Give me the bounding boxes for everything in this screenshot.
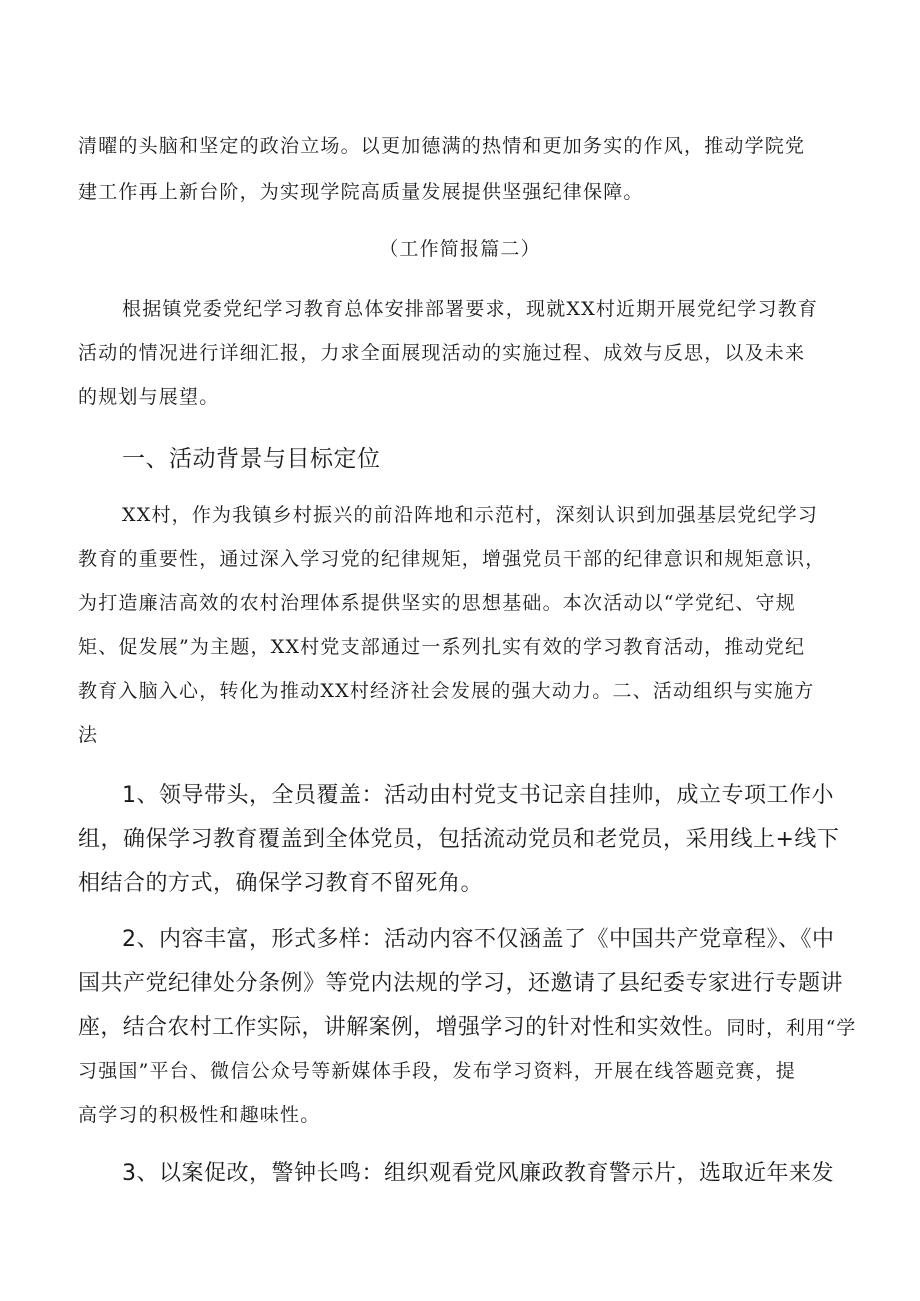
section-title: （工作简报篇二） — [379, 238, 541, 260]
opening-line-1: 根据镇党委党纪学习教育总体安排部署要求，现就XX村近期开展党纪学习教育 — [122, 298, 819, 320]
intro-line-2: 建工作再上新台阶，为实现学院高质量发展提供坚强纪律保障。 — [78, 181, 644, 203]
heading-background: 一、活动背景与目标定位 — [122, 446, 381, 472]
item1-line-1: 1、领导带头，全员覆盖：活动由村党支书记亲自挂帅，成立专项工作小 — [122, 783, 834, 808]
item2-line-4: 习强国”平台、微信公众号等新媒体手段，发布学习资料，开展在线答题竞赛，提 — [78, 1060, 796, 1082]
background-line-2: 教育的重要性，通过深入学习党的纪律规矩，增强党员干部的纪律意识和规矩意识， — [78, 548, 826, 570]
background-line-6: 法 — [78, 724, 99, 746]
item2-line-5: 高学习的积极性和趣味性。 — [78, 1104, 321, 1126]
background-line-1: XX村，作为我镇乡村振兴的前沿阵地和示范村，深刻认识到加强基层党纪学习 — [122, 504, 819, 526]
opening-line-3: 的规划与展望。 — [78, 386, 220, 408]
item2-line-1: 2、内容丰富，形式多样：活动内容不仅涵盖了《中国共产党章程》、《中 — [122, 927, 835, 952]
item2-line-3-sans-part: 座，结合农村工作实际，讲解案例，增强学习的针对性和实效性。 — [78, 1015, 727, 1040]
item1-line-3: 相结合的方式，确保学习教育不留死角。 — [78, 871, 484, 896]
background-line-5: 教育入脑入心，转化为推动XX村经济社会发展的强大动力。二、活动组织与实施方 — [78, 680, 815, 702]
item1-line-2: 组，确保学习教育覆盖到全体党员，包括流动党员和老党员，采用线上+线下 — [78, 827, 840, 852]
item2-line-3-serif-part: 同时，利用“学 — [726, 1017, 857, 1039]
background-line-4: 矩、促发展”为主题，XX村党支部通过一系列扎实有效的学习教育活动，推动党纪 — [78, 636, 806, 658]
intro-line-1: 清曜的头脑和坚定的政治立场。以更加德满的热情和更加务实的作风，推动学院党 — [78, 135, 806, 157]
item2-line-3 — [78, 1010, 856, 1041]
opening-line-2: 活动的情况进行详细汇报，力求全面展现活动的实施过程、成效与反思，以及未来 — [78, 342, 806, 364]
background-line-3: 为打造廉洁高效的农村治理体系提供坚实的思想基础。本次活动以“学党纪、守规 — [78, 592, 796, 614]
item2-line-2: 国共产党纪律处分条例》等党内法规的学习，还邀请了县纪委专家进行专题讲 — [78, 971, 844, 996]
item3-line-1: 3、以案促改，警钟长鸣：组织观看党风廉政教育警示片，选取近年来发 — [122, 1161, 834, 1186]
